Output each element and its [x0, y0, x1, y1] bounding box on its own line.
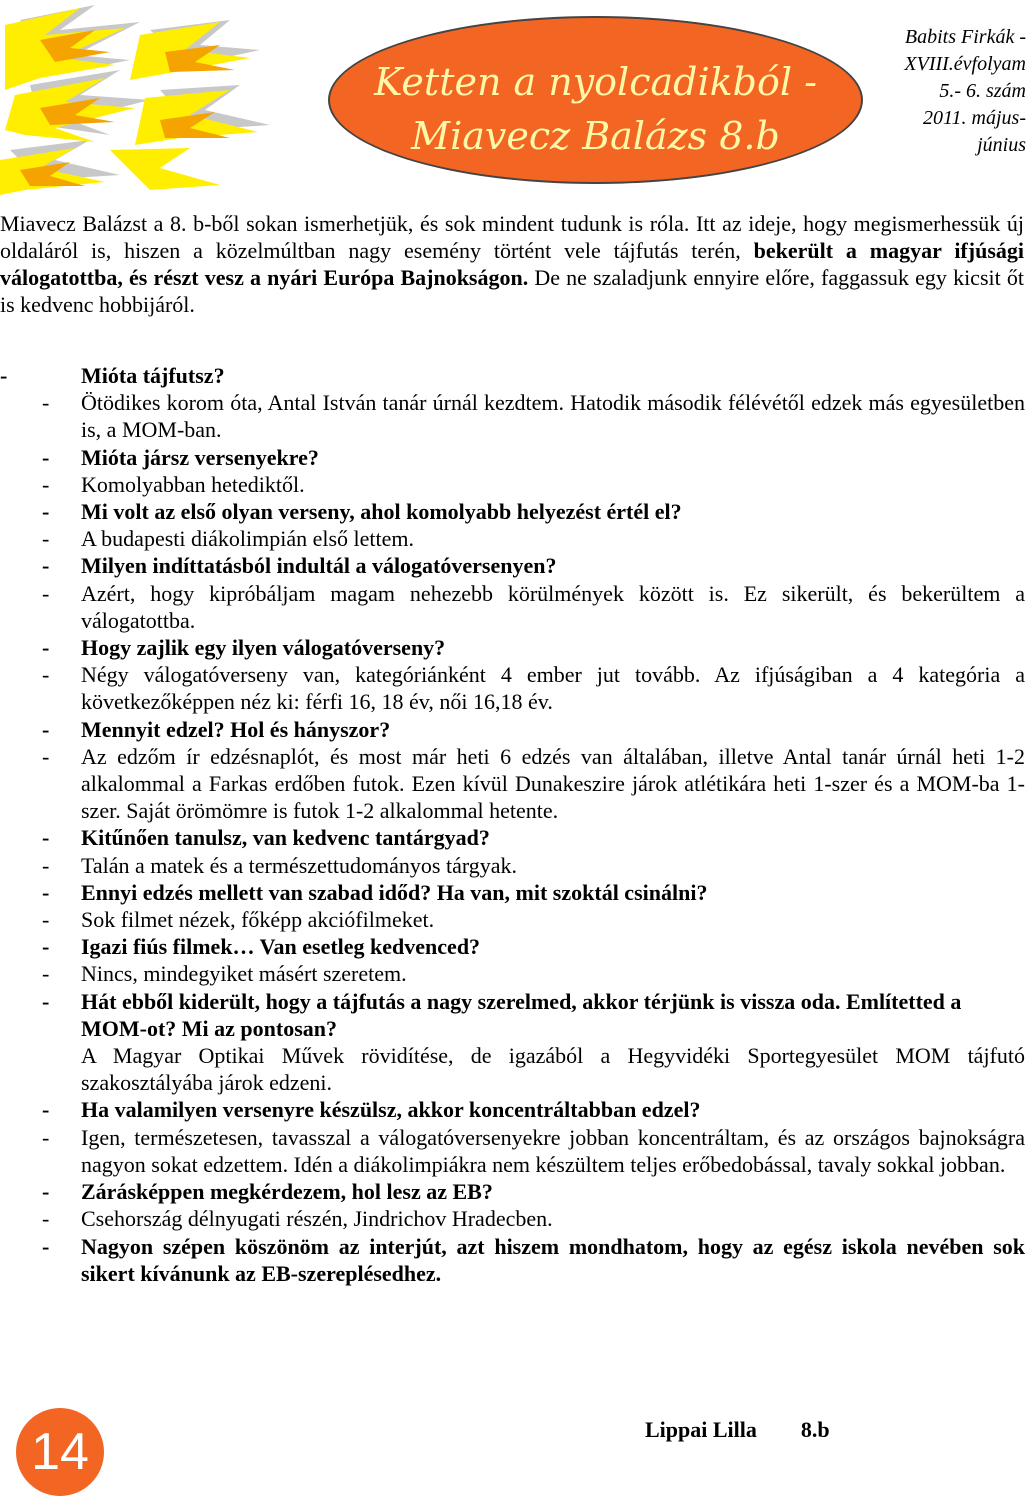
answer-text: Csehország délnyugati részén, Jindrichov Hradecben. [81, 1206, 553, 1232]
masthead-line: XVIII.évfolyam [904, 53, 1026, 75]
answer-text: Ötödikes korom óta, Antal István tanár úrnál kezdtem. Hatodik második félévétől edzek más egyesületben is, a MOM-ban. [81, 390, 1025, 443]
question-text: Mi volt az első olyan verseny, ahol komolyabb helyezést értél el? [81, 499, 682, 525]
list-dash: - [42, 879, 50, 905]
list-dash: - [42, 934, 50, 960]
masthead-line: Babits Firkák - [904, 26, 1026, 48]
answer-item [0, 471, 1025, 498]
list-dash: - [42, 662, 50, 688]
list-dash: - [42, 907, 50, 933]
masthead [856, 24, 1026, 159]
list-dash: - [42, 444, 50, 470]
question-text: Igazi fiús filmek… Van esetleg kedvenced? [81, 934, 481, 960]
question-text: Zárásképpen megkérdezem, hol lesz az EB? [81, 1179, 493, 1205]
answer-item [0, 580, 1025, 634]
article-title-line-1: Ketten a nyolcadikból - [374, 60, 817, 104]
question-item [0, 824, 1025, 851]
answer-item [0, 661, 1025, 715]
question-text: Hát ebből kiderült, hogy a tájfutás a nagy szerelmed, akkor térjünk is vissza oda. Említetted a MOM-ot? Mi az pontosan? [81, 988, 962, 1041]
question-item [0, 716, 1025, 743]
list-dash: - [42, 580, 50, 606]
answer-item [0, 852, 1025, 879]
intro-text: Miavecz Balázst a 8. b-ből sokan ismerhetjük, és sok mindent tudunk is róla. Itt az ideje, hogy megismerhessük új oldaláról is, hiszen a közelmúltban nagy esemény történt vele tájfutás terén, [0, 211, 1024, 263]
intro-highlight: bekerült a magyar ifjúsági válogatottba, és részt vesz a nyári Európa Bajnokságon. [0, 238, 1024, 290]
page-number: 14 [31, 1423, 89, 1481]
question-item [0, 1096, 1025, 1123]
question-item [0, 362, 1025, 389]
answer-text: Sok filmet nézek, főképp akciófilmeket. [81, 907, 435, 933]
article-title-line-2: Miavecz Balázs 8.b [411, 114, 780, 158]
list-dash: - [42, 1097, 50, 1123]
question-item [0, 1233, 1025, 1287]
answer-item [0, 1205, 1025, 1232]
interview-list [0, 362, 1025, 1287]
answer-item [0, 960, 1025, 987]
question-text: Ennyi edzés mellett van szabad időd? Ha van, mit szoktál csinálni? [81, 879, 708, 905]
answer-text: Komolyabban hetediktől. [81, 471, 305, 497]
answer-text: Igen, természetesen, tavasszal a válogatóversenyekre jobban koncentráltam, és az országos bajnokságra nagyon sokat edzettem. Idén a diákolimpiákra nem készültem teljes erőbedobással, tavaly sokkal jobban. [81, 1124, 1025, 1177]
answer-item [0, 743, 1025, 825]
question-item [0, 552, 1025, 579]
question-text: Mióta tájfutsz? [81, 363, 225, 388]
answer-text: Azért, hogy kipróbáljam magam nehezebb körülmények között is. Ez sikerült, és bekerültem a válogatottba. [81, 580, 1025, 633]
question-item [0, 498, 1025, 525]
list-dash: - [42, 716, 50, 742]
title-oval [328, 16, 863, 184]
list-dash: - [42, 825, 50, 851]
list-dash: - [42, 390, 50, 416]
intro-text: De ne szaladjunk ennyire előre, faggassuk egy kicsit őt is kedvenc hobbijáról. [0, 265, 1024, 317]
list-dash: - [42, 1124, 50, 1150]
list-dash: - [42, 743, 50, 769]
list-dash: - [42, 471, 50, 497]
answer-item [0, 389, 1025, 443]
list-dash: - [42, 988, 50, 1014]
list-dash: - [0, 363, 8, 388]
question-text: Kitűnően tanulsz, van kedvenc tantárgyad? [81, 825, 490, 851]
answer-text: Nincs, mindegyiket másért szeretem. [81, 961, 407, 987]
question-item [0, 634, 1025, 661]
intro-paragraph [0, 210, 1024, 318]
question-item [0, 988, 1025, 1042]
answer-text: Az edzőm ír edzésnaplót, és most már heti 6 edzés van általában, illetve Antal tanár úrnál heti 1-2 alkalommal a Farkas erdőben futok. Ezen kívül Dunakeszire járok atlétikára heti 1-szer és a MOM-ba 1-szer. Saját örömömre is futok 1-2 alkalommal hetente. [81, 743, 1025, 824]
list-dash: - [42, 1206, 50, 1232]
question-item [0, 444, 1025, 471]
question-text: Nagyon szépen köszönöm az interjút, azt hiszem mondhatom, hogy az egész iskola nevében sok sikert kívánunk az EB-szereplésedhez. [81, 1233, 1025, 1286]
answer-item [0, 1042, 1025, 1096]
masthead-line: 5.- 6. szám [939, 80, 1026, 102]
masthead-line: 2011. május- [923, 107, 1026, 129]
answer-item [0, 525, 1025, 552]
answer-text: A budapesti diákolimpián első lettem. [81, 526, 414, 552]
question-text: Ha valamilyen versenyre készülsz, akkor koncentráltabban edzel? [81, 1097, 701, 1123]
masthead-line: június [977, 134, 1026, 156]
list-dash: - [42, 526, 50, 552]
list-dash: - [42, 1179, 50, 1205]
list-dash: - [42, 852, 50, 878]
list-dash: - [42, 499, 50, 525]
question-item [0, 933, 1025, 960]
question-text: Mennyit edzel? Hol és hányszor? [81, 716, 391, 742]
list-dash: - [42, 961, 50, 987]
page-number-badge [16, 1408, 104, 1496]
answer-text: Talán a matek és a természettudományos tárgyak. [81, 852, 518, 878]
author-name: Lippai Lilla [645, 1417, 757, 1442]
author-class: 8.b [800, 1417, 830, 1442]
question-text: Milyen indíttatásból indultál a válogatóversenyen? [81, 553, 557, 579]
question-text: Mióta jársz versenyekre? [81, 444, 319, 470]
question-item [0, 1178, 1025, 1205]
answer-text: Négy válogatóverseny van, kategóriánként 4 ember jut tovább. Az ifjúságiban a 4 kategória a következőképpen néz ki: férfi 16, 18 év, női 16,18 év. [81, 662, 1025, 715]
answer-text: A Magyar Optikai Művek rövidítése, de igazából a Hegyvidéki Sportegyesület MOM tájfutó szakosztályába járok edzeni. [81, 1043, 1025, 1096]
question-item [0, 879, 1025, 906]
flame-decoration-icon [0, 0, 320, 200]
answer-item [0, 906, 1025, 933]
list-dash: - [42, 553, 50, 579]
question-text: Hogy zajlik egy ilyen válogatóverseny? [81, 635, 446, 661]
byline [645, 1417, 830, 1443]
answer-item [0, 1124, 1025, 1178]
list-dash: - [42, 635, 50, 661]
list-dash: - [42, 1233, 50, 1259]
